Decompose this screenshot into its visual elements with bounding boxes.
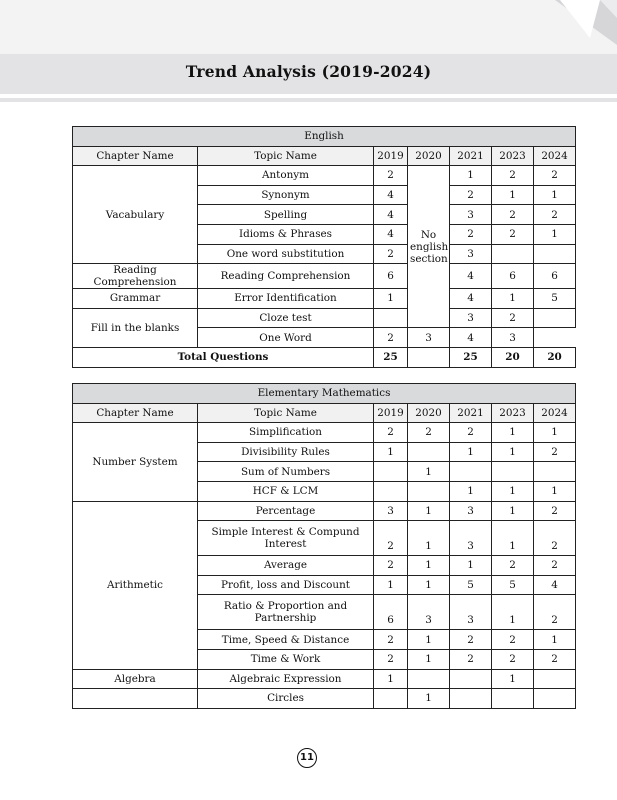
value-cell: 1: [534, 224, 576, 244]
value-cell: [450, 462, 492, 482]
chapter-cell: Grammar: [73, 289, 198, 309]
topic-cell: Percentage: [198, 501, 374, 521]
value-cell: 3: [450, 595, 492, 630]
column-header: Topic Name: [198, 403, 374, 423]
topic-cell: Profit, loss and Discount: [198, 575, 374, 595]
value-cell: 4: [374, 224, 408, 244]
chapter-cell: Number System: [73, 423, 198, 501]
topic-cell: Circles: [198, 689, 374, 709]
column-header-row: [73, 146, 576, 166]
chapter-cell: Vacabulary: [73, 166, 198, 264]
column-header: Chapter Name: [73, 146, 198, 166]
column-header: 2019: [374, 146, 408, 166]
value-cell: 5: [492, 575, 534, 595]
value-cell: 2: [492, 649, 534, 669]
value-cell: 3: [450, 205, 492, 225]
table-row: [73, 264, 576, 289]
value-cell: [408, 442, 450, 462]
chapter-cell: Reading Comprehension: [73, 264, 198, 289]
value-cell: 4: [450, 264, 492, 289]
value-cell: 1: [450, 556, 492, 576]
topic-cell: One word substitution: [198, 244, 374, 264]
table-row: [73, 289, 576, 309]
value-cell: 1: [408, 501, 450, 521]
value-cell: 1: [492, 669, 534, 689]
value-cell: 2: [492, 630, 534, 650]
value-cell: 5: [534, 289, 576, 309]
value-cell: 2: [492, 224, 534, 244]
value-cell: [408, 481, 450, 501]
table-row: [73, 669, 576, 689]
topic-cell: Cloze test: [198, 308, 374, 328]
column-header: 2023: [492, 146, 534, 166]
value-cell: 1: [374, 575, 408, 595]
value-cell: 2: [492, 308, 534, 328]
section-title: English: [73, 127, 576, 147]
value-cell: 2: [450, 423, 492, 443]
value-cell: 2: [450, 649, 492, 669]
column-header: 2019: [374, 403, 408, 423]
table-row: [73, 689, 576, 709]
chapter-cell: Arithmetic: [73, 501, 198, 669]
value-cell: 3: [450, 521, 492, 556]
topic-cell: Algebraic Expression: [198, 669, 374, 689]
value-cell: 1: [492, 442, 534, 462]
value-cell: [492, 689, 534, 709]
topic-cell: Antonym: [198, 166, 374, 186]
column-header: 2020: [408, 146, 450, 166]
value-cell: 1: [450, 481, 492, 501]
value-cell: 2: [534, 166, 576, 186]
topic-cell: Error Identification: [198, 289, 374, 309]
value-cell: 2: [374, 244, 408, 264]
topic-cell: Simple Interest & Compund Interest: [198, 521, 374, 556]
value-cell: 4: [450, 328, 492, 348]
value-cell: 1: [450, 442, 492, 462]
table-row: [73, 308, 576, 328]
value-cell: [534, 689, 576, 709]
value-cell: 1: [534, 423, 576, 443]
value-cell: 2: [534, 442, 576, 462]
value-cell: 4: [534, 575, 576, 595]
page-title: Trend Analysis (2019-2024): [185, 62, 432, 81]
value-cell: [534, 244, 576, 264]
topic-cell: Sum of Numbers: [198, 462, 374, 482]
title-band-divider: [0, 94, 617, 98]
value-cell: 2: [534, 649, 576, 669]
value-cell: 1: [450, 166, 492, 186]
value-cell: 2: [492, 166, 534, 186]
value-cell: 2: [374, 423, 408, 443]
total-cell: 20: [534, 347, 576, 367]
topic-cell: One Word: [198, 328, 374, 348]
topic-cell: Spelling: [198, 205, 374, 225]
section-header: [73, 127, 576, 147]
value-cell: 1: [492, 185, 534, 205]
value-cell: 1: [492, 521, 534, 556]
value-cell: 1: [492, 289, 534, 309]
column-header: 2020: [408, 403, 450, 423]
value-cell: 2: [450, 224, 492, 244]
column-header: 2021: [450, 146, 492, 166]
total-cell: 25: [374, 347, 408, 367]
value-cell: 4: [374, 205, 408, 225]
value-cell: 3: [408, 328, 450, 348]
value-cell: 2: [450, 185, 492, 205]
column-header: 2024: [534, 403, 576, 423]
value-cell: [534, 462, 576, 482]
column-header: Chapter Name: [73, 403, 198, 423]
value-cell: 2: [374, 630, 408, 650]
value-cell: [534, 669, 576, 689]
value-cell: [534, 308, 576, 328]
topic-cell: Average: [198, 556, 374, 576]
table-row: [73, 501, 576, 521]
value-cell: [450, 689, 492, 709]
value-cell: 1: [534, 481, 576, 501]
value-cell: 2: [534, 521, 576, 556]
value-cell: 1: [408, 630, 450, 650]
value-cell: 1: [408, 649, 450, 669]
value-cell: 3: [408, 595, 450, 630]
column-header: 2024: [534, 146, 576, 166]
value-cell: 2: [534, 501, 576, 521]
value-cell: 6: [374, 264, 408, 289]
value-cell: 2: [374, 556, 408, 576]
value-cell: 3: [492, 328, 534, 348]
section-title: Elementary Mathematics: [73, 384, 576, 404]
column-header: Topic Name: [198, 146, 374, 166]
value-cell: 2: [492, 556, 534, 576]
value-cell: 2: [374, 166, 408, 186]
value-cell: 6: [374, 595, 408, 630]
value-cell: 1: [492, 423, 534, 443]
chapter-cell: [73, 689, 198, 709]
value-cell: 3: [450, 308, 492, 328]
value-cell: 1: [408, 556, 450, 576]
value-cell: 1: [492, 481, 534, 501]
value-cell: 2: [534, 556, 576, 576]
value-cell: 2: [534, 205, 576, 225]
topic-cell: Divisibility Rules: [198, 442, 374, 462]
topic-cell: Time & Work: [198, 649, 374, 669]
value-cell: 5: [450, 575, 492, 595]
value-cell: 1: [408, 462, 450, 482]
value-cell: 3: [450, 501, 492, 521]
topic-cell: Time, Speed & Distance: [198, 630, 374, 650]
page-number: 11: [297, 748, 317, 768]
column-header: 2021: [450, 403, 492, 423]
value-cell: 2: [534, 595, 576, 630]
english-trend-table: [72, 126, 576, 368]
total-cell: 25: [450, 347, 492, 367]
total-row: [73, 347, 576, 367]
value-cell: 1: [534, 185, 576, 205]
column-header-row: [73, 403, 576, 423]
no-section-note: No english section: [408, 166, 450, 328]
value-cell: 4: [450, 289, 492, 309]
value-cell: 1: [492, 595, 534, 630]
value-cell: 1: [374, 669, 408, 689]
value-cell: 1: [374, 442, 408, 462]
topic-cell: Idioms & Phrases: [198, 224, 374, 244]
value-cell: [374, 689, 408, 709]
value-cell: 3: [374, 501, 408, 521]
total-cell: [408, 347, 450, 367]
value-cell: 3: [450, 244, 492, 264]
column-header: 2023: [492, 403, 534, 423]
value-cell: 2: [374, 521, 408, 556]
topic-cell: Synonym: [198, 185, 374, 205]
topic-cell: Simplification: [198, 423, 374, 443]
value-cell: 2: [450, 630, 492, 650]
value-cell: 1: [408, 575, 450, 595]
chapter-cell: Algebra: [73, 669, 198, 689]
maths-trend-table: [72, 383, 576, 709]
value-cell: [374, 308, 408, 328]
topic-cell: HCF & LCM: [198, 481, 374, 501]
total-cell: 20: [492, 347, 534, 367]
value-cell: 2: [374, 328, 408, 348]
section-header: [73, 384, 576, 404]
total-label: Total Questions: [73, 347, 374, 367]
table-row: [73, 423, 576, 443]
value-cell: [492, 244, 534, 264]
value-cell: [374, 462, 408, 482]
value-cell: 1: [408, 689, 450, 709]
value-cell: [408, 669, 450, 689]
value-cell: 2: [408, 423, 450, 443]
topic-cell: Ratio & Proportion and Partnership: [198, 595, 374, 630]
value-cell: 2: [374, 649, 408, 669]
value-cell: 6: [534, 264, 576, 289]
value-cell: 1: [408, 521, 450, 556]
value-cell: [374, 481, 408, 501]
topic-cell: Reading Comprehension: [198, 264, 374, 289]
chapter-cell: Fill in the blanks: [73, 308, 198, 347]
value-cell: [450, 669, 492, 689]
value-cell: 1: [534, 630, 576, 650]
value-cell: 6: [492, 264, 534, 289]
value-cell: 2: [492, 205, 534, 225]
table-row: [73, 166, 576, 186]
value-cell: [492, 462, 534, 482]
value-cell: 4: [374, 185, 408, 205]
value-cell: 1: [492, 501, 534, 521]
value-cell: 1: [374, 289, 408, 309]
